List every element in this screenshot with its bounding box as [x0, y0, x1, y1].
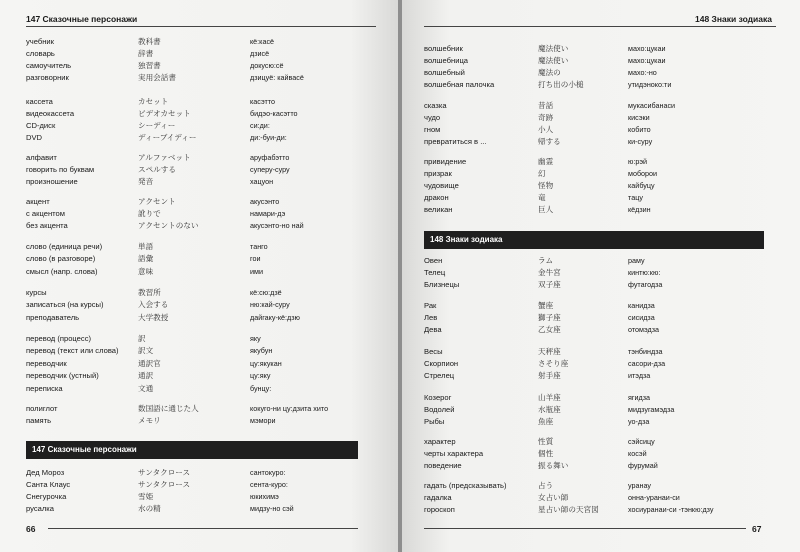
japanese-reading: хацуон [250, 177, 274, 186]
japanese-term: 魔法使い [538, 44, 569, 53]
japanese-reading: юкихимэ [250, 492, 279, 501]
japanese-term: 振る舞い [538, 461, 569, 470]
japanese-term: サンタクロース [138, 480, 191, 489]
russian-term: Рак [424, 301, 437, 310]
russian-term: Овен [424, 256, 443, 265]
russian-term: Скорпион [424, 359, 459, 368]
japanese-term: 女占い師 [538, 493, 569, 502]
japanese-reading: утидэноко:ти [628, 80, 672, 89]
japanese-reading: намари-дэ [250, 209, 286, 218]
japanese-term: 小人 [538, 125, 554, 134]
russian-term: Санта Клаус [26, 480, 71, 489]
japanese-reading: кокуго-ни цу:дзита хито [250, 404, 329, 413]
right-section-band: 148 Знаки зодиака [424, 231, 764, 249]
right-page-number: 67 [752, 524, 762, 534]
russian-term: с акцентом [26, 209, 65, 218]
japanese-term: 入会する [138, 300, 169, 309]
russian-term: Дед Мороз [26, 468, 65, 477]
japanese-term: ディーブイディー [138, 133, 197, 142]
russian-term: слово (единица речи) [26, 242, 103, 251]
russian-term: CD-диск [26, 121, 56, 130]
japanese-reading: танго [250, 242, 268, 251]
japanese-term: 水瓶座 [538, 405, 561, 414]
japanese-reading: цу:якукан [250, 359, 282, 368]
japanese-reading: ню:кай-суру [250, 300, 290, 309]
japanese-reading: дзисё [250, 49, 270, 58]
japanese-reading: бидэо-касэтто [250, 109, 298, 118]
russian-term: характер [424, 437, 456, 446]
japanese-reading: акусэнто-но най [250, 221, 304, 230]
russian-term: гадалка [424, 493, 452, 502]
japanese-reading: сэйсицу [628, 437, 655, 446]
japanese-term: 独習書 [138, 61, 161, 70]
japanese-term: 水の精 [138, 504, 161, 513]
japanese-term: 発音 [138, 177, 154, 186]
russian-term: кассета [26, 97, 53, 106]
japanese-term: 山羊座 [538, 393, 561, 402]
japanese-reading: кайбуцу [628, 181, 655, 190]
japanese-term: 意味 [138, 267, 154, 276]
japanese-reading: уранау [628, 481, 651, 490]
russian-term: самоучитель [26, 61, 72, 70]
japanese-reading: бунцу: [250, 384, 272, 393]
japanese-term: 性質 [538, 437, 554, 446]
russian-term: учебник [26, 37, 54, 46]
japanese-reading: касэтто [250, 97, 275, 106]
russian-term: слово (в разговоре) [26, 254, 96, 263]
japanese-reading: докусю:сё [250, 61, 284, 70]
russian-term: перевод (текст или слова) [26, 346, 119, 355]
japanese-reading: тацу [628, 193, 643, 202]
russian-term: призрак [424, 169, 452, 178]
russian-term: DVD [26, 133, 43, 142]
japanese-term: 訛りで [138, 209, 161, 218]
japanese-term: 双子座 [538, 280, 561, 289]
japanese-term: 通訳 [138, 371, 154, 380]
japanese-reading: си:ди: [250, 121, 270, 130]
japanese-reading: уо-дза [628, 417, 650, 426]
japanese-term: 打ち出の小槌 [538, 80, 584, 89]
japanese-reading: махо:цукаи [628, 56, 666, 65]
russian-term: видеокассета [26, 109, 75, 118]
japanese-term: 雪姫 [138, 492, 154, 501]
russian-term: разговорник [26, 73, 69, 82]
russian-term: полиглот [26, 404, 58, 413]
russian-term: русалка [26, 504, 55, 513]
russian-term: акцент [26, 197, 50, 206]
japanese-reading: итэдза [628, 371, 651, 380]
japanese-reading: ки-суру [628, 137, 653, 146]
russian-term: переводчик [26, 359, 67, 368]
russian-term: гороскоп [424, 505, 455, 514]
russian-term: преподаватель [26, 313, 80, 322]
japanese-term: 天秤座 [538, 347, 561, 356]
japanese-term: アクセント [138, 197, 176, 206]
japanese-term: 訳文 [138, 346, 154, 355]
russian-term: Телец [424, 268, 446, 277]
japanese-term: 数国語に通じた人 [138, 404, 199, 413]
russian-term: Стрелец [424, 371, 455, 380]
japanese-term: ラム [538, 256, 554, 265]
left-footer-rule [48, 528, 358, 529]
russian-term: волшебник [424, 44, 463, 53]
japanese-term: 星占い師の天宮図 [538, 505, 599, 514]
japanese-term: 魔法使い [538, 56, 569, 65]
japanese-reading: тэнбиндза [628, 347, 663, 356]
japanese-reading: акусэнто [250, 197, 280, 206]
russian-term: словарь [26, 49, 55, 58]
japanese-reading: мукасибанаси [628, 101, 676, 110]
japanese-reading: яку [250, 334, 261, 343]
japanese-term: 魚座 [538, 417, 554, 426]
japanese-reading: сента-куро: [250, 480, 288, 489]
japanese-term: 教科書 [138, 37, 161, 46]
japanese-reading: онна-уранаи-си [628, 493, 680, 502]
left-running-head: 147 Сказочные персонажи [26, 14, 138, 24]
russian-term: алфавит [26, 153, 57, 162]
russian-term: дракон [424, 193, 449, 202]
right-running-head: 148 Знаки зодиака [695, 14, 772, 24]
russian-term: гном [424, 125, 441, 134]
japanese-reading: отомэдза [628, 325, 659, 334]
russian-term: без акцента [26, 221, 68, 230]
japanese-reading: цу:яку [250, 371, 271, 380]
japanese-term: 辞書 [138, 49, 154, 58]
russian-term: волшебница [424, 56, 469, 65]
russian-term: чудо [424, 113, 441, 122]
japanese-reading: кисэки [628, 113, 650, 122]
russian-term: привидение [424, 157, 467, 166]
japanese-reading: кё:касё [250, 37, 275, 46]
russian-term: курсы [26, 288, 47, 297]
japanese-reading: ю:рэй [628, 157, 648, 166]
japanese-reading: хосиуранаи-си -тэнкю:дзу [628, 505, 714, 514]
japanese-term: さそり座 [538, 359, 569, 368]
japanese-reading: кёдзин [628, 205, 651, 214]
russian-term: переписка [26, 384, 63, 393]
japanese-term: スペルする [138, 165, 176, 174]
russian-term: поведение [424, 461, 462, 470]
japanese-reading: мидзугамэдза [628, 405, 675, 414]
russian-term: Близнецы [424, 280, 460, 289]
japanese-term: 蟹座 [538, 301, 554, 310]
russian-term: превратиться в ... [424, 137, 487, 146]
japanese-term: ビデオカセット [138, 109, 191, 118]
russian-term: память [26, 416, 52, 425]
japanese-reading: кинтю:кю: [628, 268, 661, 277]
japanese-reading: якубун [250, 346, 273, 355]
japanese-reading: ди:-буи-ди: [250, 133, 287, 142]
russian-term: Козерог [424, 393, 452, 402]
japanese-term: 幻 [538, 169, 546, 178]
japanese-reading: косэй [628, 449, 647, 458]
right-footer-rule [424, 528, 746, 529]
japanese-term: 大学教授 [138, 313, 169, 322]
japanese-term: 奇跡 [538, 113, 554, 122]
japanese-reading: канидза [628, 301, 655, 310]
russian-term: черты характера [424, 449, 484, 458]
russian-term: волшебная палочка [424, 80, 495, 89]
japanese-term: 教習所 [138, 288, 161, 297]
left-section-band: 147 Сказочные персонажи [26, 441, 358, 459]
japanese-reading: ими [250, 267, 263, 276]
right-page [402, 0, 800, 552]
japanese-term: 帰する [538, 137, 561, 146]
left-header-rule [26, 26, 376, 27]
left-page [0, 0, 398, 552]
japanese-reading: дзицуё: кайвасё [250, 73, 304, 82]
russian-term: произношение [26, 177, 78, 186]
japanese-term: アルファベット [138, 153, 191, 162]
russian-term: переводчик (устный) [26, 371, 99, 380]
russian-term: говорить по буквам [26, 165, 95, 174]
japanese-term: 巨人 [538, 205, 554, 214]
russian-term: Весы [424, 347, 443, 356]
russian-term: перевод (процесс) [26, 334, 92, 343]
japanese-reading: кобито [628, 125, 651, 134]
russian-term: Рыбы [424, 417, 445, 426]
russian-term: Снегурочка [26, 492, 67, 501]
japanese-reading: гои [250, 254, 261, 263]
japanese-reading: сантокуро: [250, 468, 286, 477]
japanese-term: 魔法の [538, 68, 561, 77]
russian-term: Водолей [424, 405, 455, 414]
japanese-reading: махо:-но [628, 68, 657, 77]
japanese-term: カセット [138, 97, 169, 106]
russian-term: великан [424, 205, 453, 214]
japanese-term: 個性 [538, 449, 554, 458]
japanese-reading: раму [628, 256, 645, 265]
japanese-term: 幽霊 [538, 157, 554, 166]
japanese-term: 占う [538, 481, 554, 490]
japanese-reading: моборои [628, 169, 658, 178]
japanese-term: メモリ [138, 416, 161, 425]
japanese-reading: мидзу-но сэй [250, 504, 294, 513]
japanese-term: 訳 [138, 334, 146, 343]
right-header-rule [424, 26, 776, 27]
japanese-term: 通訳官 [138, 359, 161, 368]
japanese-term: 獅子座 [538, 313, 561, 322]
japanese-reading: мэмори [250, 416, 276, 425]
japanese-term: 金牛宮 [538, 268, 561, 277]
russian-term: смысл (напр. слова) [26, 267, 98, 276]
japanese-term: 昔話 [538, 101, 554, 110]
japanese-reading: суперу-суру [250, 165, 290, 174]
japanese-term: シーディー [138, 121, 176, 130]
russian-term: гадать (предсказывать) [424, 481, 507, 490]
russian-term: сказка [424, 101, 447, 110]
japanese-reading: кё:сю:дзё [250, 288, 282, 297]
japanese-term: サンタクロース [138, 468, 191, 477]
japanese-term: 実用会話書 [138, 73, 176, 82]
japanese-term: 射手座 [538, 371, 561, 380]
japanese-term: 怪物 [538, 181, 554, 190]
japanese-reading: ягидза [628, 393, 651, 402]
japanese-term: 竜 [538, 193, 546, 202]
russian-term: записаться (на курсы) [26, 300, 104, 309]
japanese-term: 語彙 [138, 254, 154, 263]
russian-term: чудовище [424, 181, 459, 190]
russian-term: Дева [424, 325, 442, 334]
left-page-number: 66 [26, 524, 36, 534]
japanese-term: アクセントのない [138, 221, 199, 230]
russian-term: Лев [424, 313, 438, 322]
japanese-reading: дайгаку-кё:дзю [250, 313, 300, 322]
japanese-reading: махо:цукаи [628, 44, 666, 53]
japanese-term: 単語 [138, 242, 154, 251]
japanese-reading: аруфабэтто [250, 153, 290, 162]
japanese-reading: сисидза [628, 313, 655, 322]
japanese-reading: футагодза [628, 280, 663, 289]
japanese-reading: фурумай [628, 461, 658, 470]
japanese-reading: сасори-дза [628, 359, 666, 368]
japanese-term: 文通 [138, 384, 154, 393]
japanese-term: 乙女座 [538, 325, 561, 334]
russian-term: волшебный [424, 68, 465, 77]
